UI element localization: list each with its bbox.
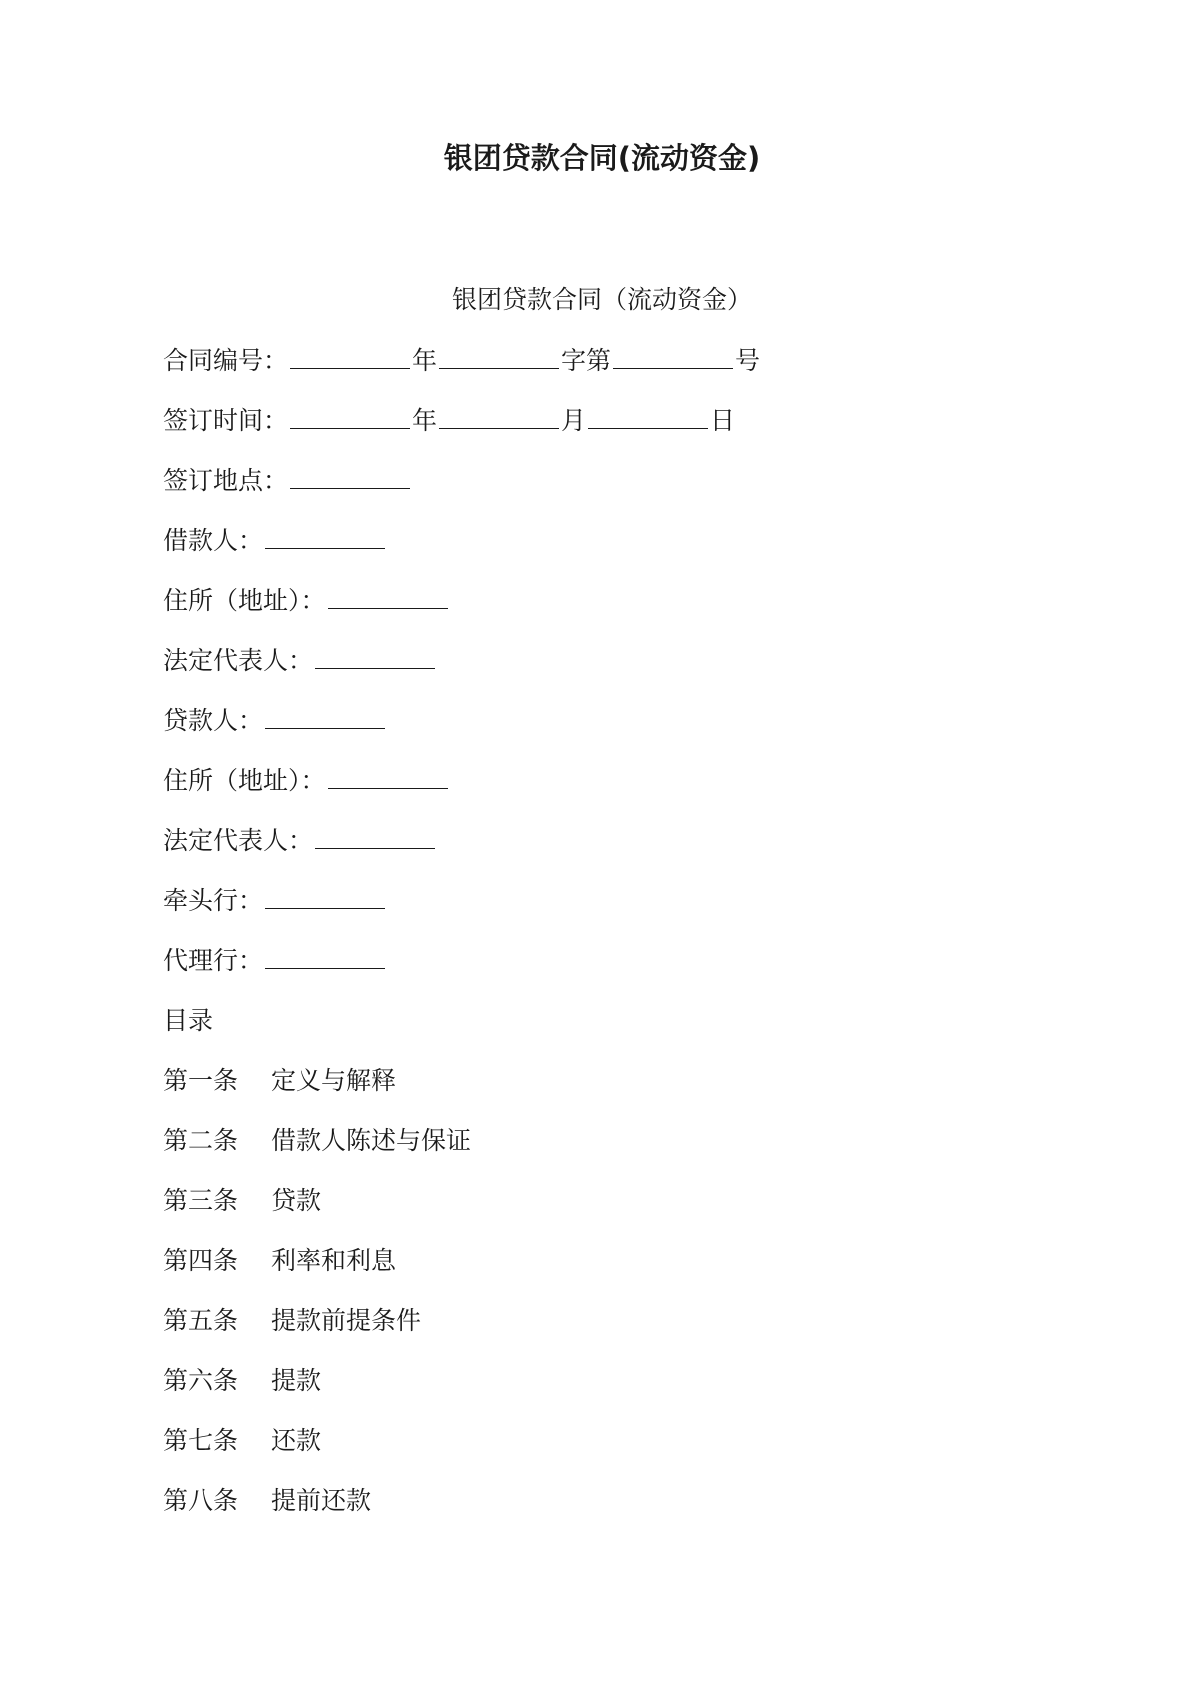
sign-place-label: 签订地点： — [163, 466, 289, 495]
document-title: 银团贷款合同(流动资金) — [443, 141, 761, 175]
toc-item — [163, 1184, 1063, 1244]
lender-blank — [265, 706, 385, 729]
toc-item-title: 提款 — [271, 1366, 322, 1395]
contract-number-hao-unit: 号 — [735, 346, 761, 375]
borrower-blank — [265, 526, 385, 549]
lead-bank-label: 牵头行： — [163, 886, 264, 915]
contract-number-hao-blank — [613, 346, 733, 369]
toc-item-number: 第一条 — [163, 1066, 239, 1095]
toc-item-number: 第六条 — [163, 1366, 239, 1395]
borrower-representative-blank — [315, 646, 435, 669]
borrower-address-line — [163, 584, 1063, 644]
contract-number-year-unit: 年 — [412, 346, 438, 375]
toc-heading: 目录 — [163, 1006, 214, 1035]
toc-item-number: 第五条 — [163, 1306, 239, 1335]
lender-address-blank — [328, 766, 448, 789]
sign-time-day-unit: 日 — [710, 406, 736, 435]
borrower-representative-line — [163, 644, 1063, 704]
toc-item-title: 借款人陈述与保证 — [271, 1126, 472, 1155]
toc-item — [163, 1244, 1063, 1304]
borrower-representative-label: 法定代表人： — [163, 646, 314, 675]
lender-address-line — [163, 764, 1063, 824]
toc-item — [163, 1304, 1063, 1364]
toc-item — [163, 1484, 1063, 1544]
lender-label: 贷款人： — [163, 706, 264, 735]
toc-item-title: 利率和利息 — [271, 1246, 397, 1275]
contract-number-year-blank — [290, 346, 410, 369]
toc-item-title: 还款 — [271, 1426, 322, 1455]
contract-number-zi-unit: 字第 — [561, 346, 612, 375]
toc-item-number: 第二条 — [163, 1126, 239, 1155]
toc-item — [163, 1064, 1063, 1124]
contract-number-label: 合同编号： — [163, 346, 289, 375]
lender-representative-label: 法定代表人： — [163, 826, 314, 855]
lender-representative-blank — [315, 826, 435, 849]
contract-number-line — [163, 344, 1063, 404]
lead-bank-line — [163, 884, 1063, 944]
contract-number-zi-blank — [439, 346, 559, 369]
borrower-line — [163, 524, 1063, 584]
sign-place-line — [163, 464, 1063, 524]
sign-time-line — [163, 404, 1063, 464]
toc-item-number: 第七条 — [163, 1426, 239, 1455]
lender-address-label: 住所（地址）： — [163, 766, 326, 795]
toc-item-title: 贷款 — [271, 1186, 322, 1215]
lender-representative-line — [163, 824, 1063, 884]
toc-item-title: 提款前提条件 — [271, 1306, 422, 1335]
sign-time-month-unit: 月 — [561, 406, 587, 435]
toc-item-number: 第四条 — [163, 1246, 239, 1275]
sign-time-label: 签订时间： — [163, 406, 289, 435]
toc-item — [163, 1124, 1063, 1184]
toc-item — [163, 1424, 1063, 1484]
document-subtitle: 银团贷款合同（流动资金） — [451, 285, 752, 314]
borrower-address-label: 住所（地址）： — [163, 586, 326, 615]
agent-bank-label: 代理行： — [163, 946, 264, 975]
sign-time-day-blank — [588, 406, 708, 429]
toc-item-number: 第八条 — [163, 1486, 239, 1515]
borrower-address-blank — [328, 586, 448, 609]
lead-bank-blank — [265, 886, 385, 909]
toc-item — [163, 1364, 1063, 1424]
agent-bank-blank — [265, 946, 385, 969]
sign-place-blank — [290, 466, 410, 489]
sign-time-year-unit: 年 — [412, 406, 438, 435]
agent-bank-line — [163, 944, 1063, 1004]
toc-item-title: 提前还款 — [271, 1486, 372, 1515]
toc-item-title: 定义与解释 — [271, 1066, 397, 1095]
contract-header-section — [163, 344, 1063, 1544]
borrower-label: 借款人： — [163, 526, 264, 555]
lender-line — [163, 704, 1063, 764]
sign-time-year-blank — [290, 406, 410, 429]
toc-item-number: 第三条 — [163, 1186, 239, 1215]
sign-time-month-blank — [439, 406, 559, 429]
